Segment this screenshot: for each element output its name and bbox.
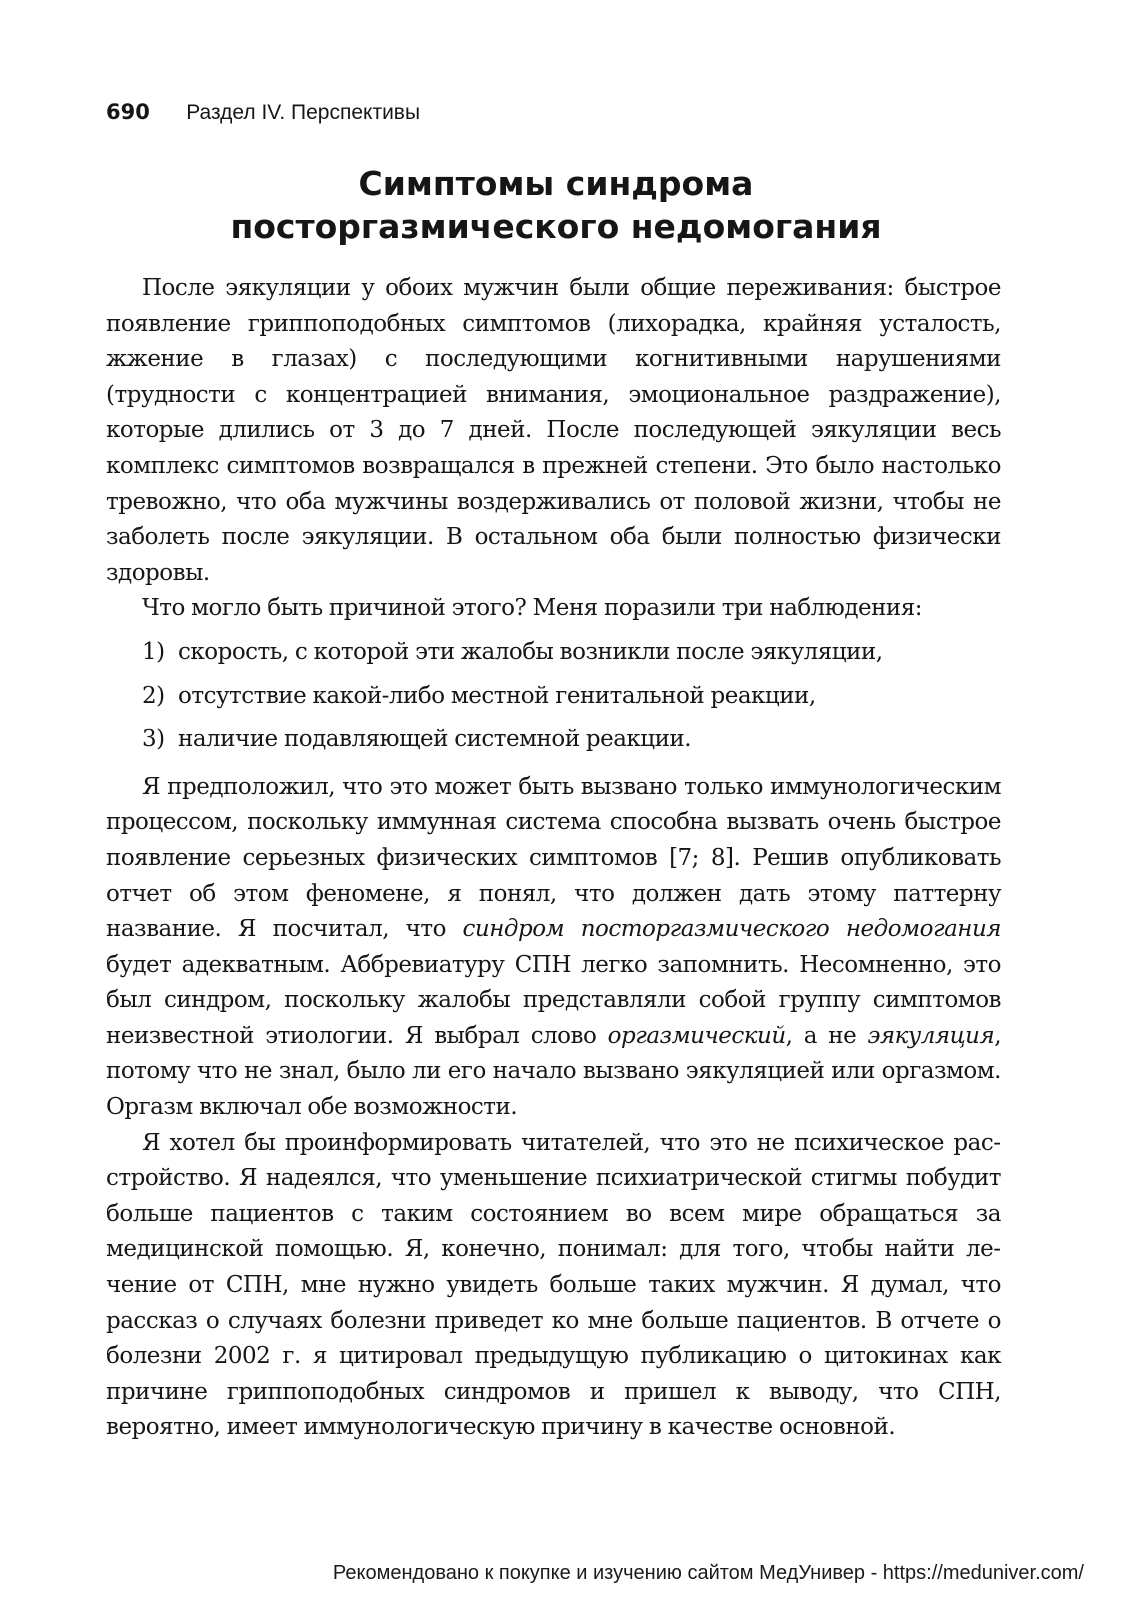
body-text xyxy=(106,271,1001,1446)
term-ejaculation: эякуляция xyxy=(867,1022,995,1049)
page-title xyxy=(106,162,1006,248)
term-syndrome-name: синдром посторгазмического недомогания xyxy=(462,916,1001,943)
list-item xyxy=(106,679,1001,715)
paragraph-3-part-2: будет адекватным. Аббревиатуру СПН легко запомнить. Несомненно, это был синдром, поскольку жалобы представляли собой группу симптомов неизвестной этиологии. Я выбрал слово xyxy=(106,951,1001,1049)
paragraph-4: Я хотел бы проинформировать читателей, что это не психическое расстройство. Я надеялся, что уменьшение психиатрической стигмы побудит больше пациентов с таким состоянием во всем мире обращаться за медицинской помощью. Я, конечно, понимал: для того, чтобы найти лечение от СПН, мне нужно увидеть больше таких мужчин. Я думал, что рассказ о случаях болезни приведет ко мне больше пациентов. В отчете о болезни 2002 г. я цитировал предыдущую публикацию о цитокинах как причине гриппоподобных синдромов и пришел к выводу, что СПН, вероятно, имеет иммунологическую причину в качестве основной. xyxy=(106,1129,1001,1441)
paragraph-3-part-4: , потому что не знал, было ли его начало вызвано эякуляцией или оргазмом. Оргазм включал обе возможности. xyxy=(106,1022,1001,1121)
list-item xyxy=(106,722,1001,758)
list-item-number: 3) xyxy=(142,726,165,753)
paragraph-3-part-3: , а не xyxy=(785,1022,868,1049)
paragraph-1: После эякуляции у обоих мужчин были общие переживания: быстрое появление гриппоподобных симптомов (лихорадка, крайняя усталость, жжение в глазах) с последующими когнитивными нарушениями (трудности с концентрацией внимания, эмоциональное раздражение), которые длились от 3 до 7 дней. После последующей эякуляции весь комплекс симптомов возвращался в прежней степени. Это было настолько тревожно, что оба мужчины воздерживались от половой жизни, чтобы не заболеть после эякуляции. В остальном оба были полностью физически здоровы. xyxy=(106,275,1001,586)
list-item-number: 1) xyxy=(142,638,165,665)
term-orgasmic: оргазмический xyxy=(607,1022,786,1049)
observation-list xyxy=(106,635,1001,758)
paragraph-3 xyxy=(106,770,1001,1126)
title-line-2: посторгазмического недомогания xyxy=(230,207,882,246)
page-number: 690 xyxy=(106,100,150,124)
list-item xyxy=(106,635,1001,671)
title-line-1: Симптомы синдрома xyxy=(358,164,754,203)
paragraph-3-part-1: Я предположил, что это может быть вызвано только иммунологическим процессом, поскольку иммунная система способна вызвать очень быстрое появление серьезных физических симптомов [7; 8]. Решив опубликовать отчет об этом феномене, я понял, что должен дать этому паттерну название. Я посчитал, что xyxy=(106,773,1001,943)
list-item-text: отсутствие какой-либо местной генитальной реакции, xyxy=(178,682,816,709)
list-item-text: наличие подавляющей системной реакции. xyxy=(178,726,692,753)
running-head xyxy=(106,100,420,125)
section-label: Раздел IV. Перспективы xyxy=(186,101,421,124)
list-item-text: скорость, с которой эти жалобы возникли после эякуляции, xyxy=(178,638,883,665)
paragraph-2: Что могло быть причиной этого? Меня поразили три наблюдения: xyxy=(142,595,923,622)
list-item-number: 2) xyxy=(142,682,165,709)
footer-watermark: Рекомендовано к покупке и изучению сайтом МедУнивер - https://meduniver.com/ xyxy=(332,1562,1084,1584)
